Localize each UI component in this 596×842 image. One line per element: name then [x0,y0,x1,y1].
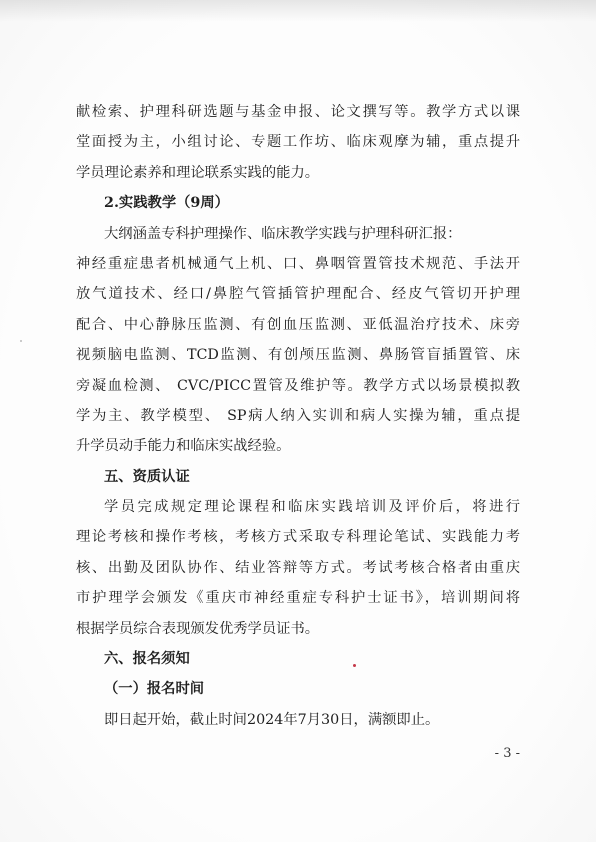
subsection-heading: 2.实践教学（9周） [104,195,229,212]
paragraph-line: 学为主、教学模型、 SP病人纳入实训和病人实操为辅，重点提 [76,407,520,424]
paragraph-line: 根据学员综合表现颁发优秀学员证书。 [76,620,320,637]
paragraph-line: 献检索、护理科研选题与基金申报、论文撰写等。教学方式以课 [76,104,520,120]
paragraph-line: 理论考核和操作考核，考核方式采取专科理论笔试、实践能力考 [76,529,520,546]
paragraph-line: 旁凝血检测、 CVC/PICC置管及维护等。教学方式以场景模拟教 [76,377,520,394]
paragraph-line: 堂面授为主，小组讨论、专题工作坊、临床观摩为辅，重点提升 [76,134,520,151]
paragraph-line: 即日起开始，截止时间2024年7月30日，满额即止。 [104,711,440,728]
section-heading: 六、报名须知 [104,651,190,668]
document-body [76,97,520,735]
paragraph-line: 升学员动手能力和临床实战经验。 [76,438,291,455]
paragraph-line: 核、出勤及团队协作、结业答辩等方式。考试考核合格者由重庆 [76,559,520,576]
paragraph-line: 学员完成规定理论课程和临床实践培训及评价后，将进行 [104,499,520,516]
paragraph-line: 学员理论素养和理论联系实践的能力。 [76,164,320,181]
paragraph-line: 市护理学会颁发《重庆市神经重症专科护士证书》，培训期间将 [76,590,520,607]
subsection-heading: （一）报名时间 [104,681,205,698]
paragraph-line: 视频脑电监测、TCD监测、有创颅压监测、鼻肠管盲插置管、床 [76,347,520,364]
section-heading: 五、资质认证 [104,468,190,485]
paragraph-line: 放气道技术、经口/鼻腔气管插管护理配合、经皮气管切开护理 [76,286,520,303]
scan-edge-shadow [0,0,596,22]
page-number: - 3 - [494,746,520,761]
stray-ink-mark [353,664,356,667]
stray-ink-mark [20,340,22,342]
paragraph-line: 配合、中心静脉压监测、有创血压监测、亚低温治疗技术、床旁 [76,316,520,333]
paragraph-line: 大纲涵盖专科护理操作、临床教学实践与护理科研汇报： [104,225,462,242]
paragraph-line: 神经重症患者机械通气上机、口、鼻咽管置管技术规范、手法开 [76,255,520,272]
